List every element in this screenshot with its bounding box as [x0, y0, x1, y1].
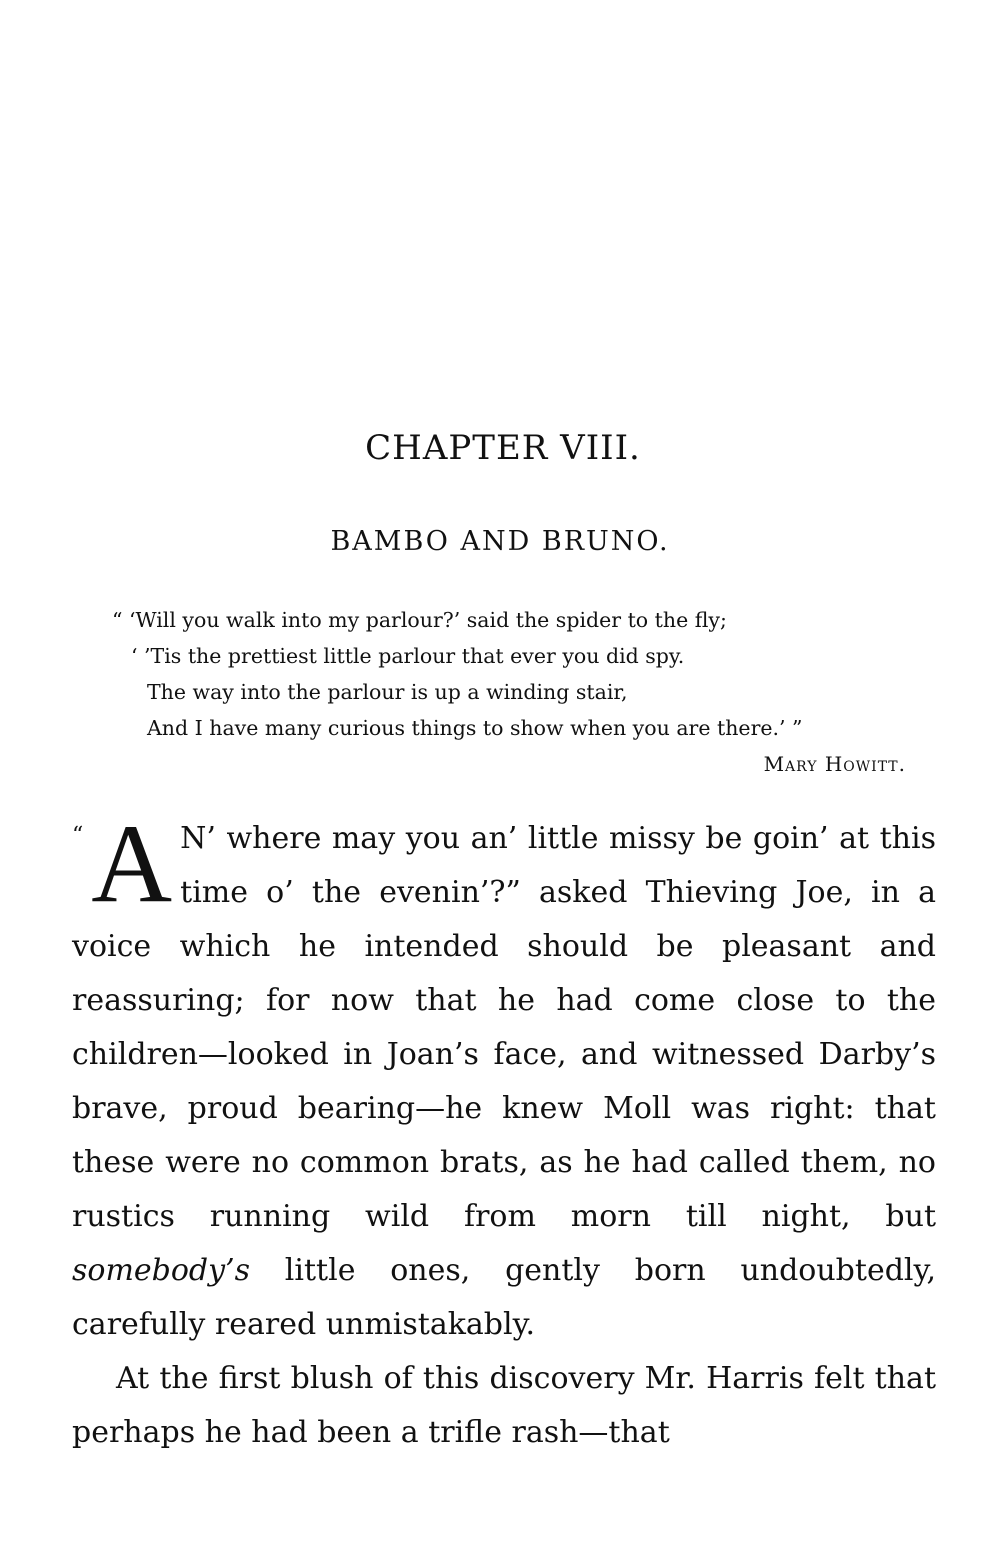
chapter-title: CHAPTER VIII. [365, 428, 641, 468]
epigraph [112, 602, 912, 746]
epigraph-line: The way into the parlour is up a winding stair, [147, 680, 628, 704]
paragraph-1-emphasis: somebody’s [72, 1253, 251, 1288]
paragraph-1-text: N’ where may you an’ little missy be goin’ at this time o’ the evenin’?” asked Thieving Joe, in a voice which he intended should be pleasant and reassuring; for now that he had come close to the children—looked in Joan’s face, and witnessed Darby’s brave, proud bearing—he knew Moll was right: that these were no common brats, as he had called them, no rustics running wild from morn till night, but [72, 821, 936, 1234]
epigraph-attribution: Mary Howitt. [763, 752, 906, 776]
drop-cap: A [91, 802, 173, 926]
paragraph-1-text-end: little ones, gently born undoubtedly, carefully reared unmistakably. [72, 1253, 936, 1342]
paragraph-1 [72, 802, 936, 1352]
paragraph-2: At the first blush of this discovery Mr. Harris felt that perhaps he had been a trifle rash—that [72, 1361, 936, 1450]
epigraph-line: “ ‘Will you walk into my parlour?’ said the spider to the fly; [112, 608, 727, 632]
drop-open-quote: “ [72, 823, 84, 848]
epigraph-line: ‘ ’Tis the prettiest little parlour that ever you did spy. [131, 644, 685, 668]
epigraph-line: And I have many curious things to show when you are there.’ ” [147, 716, 803, 740]
body-text [72, 802, 936, 1460]
chapter-subtitle: BAMBO AND BRUNO. [330, 526, 670, 557]
